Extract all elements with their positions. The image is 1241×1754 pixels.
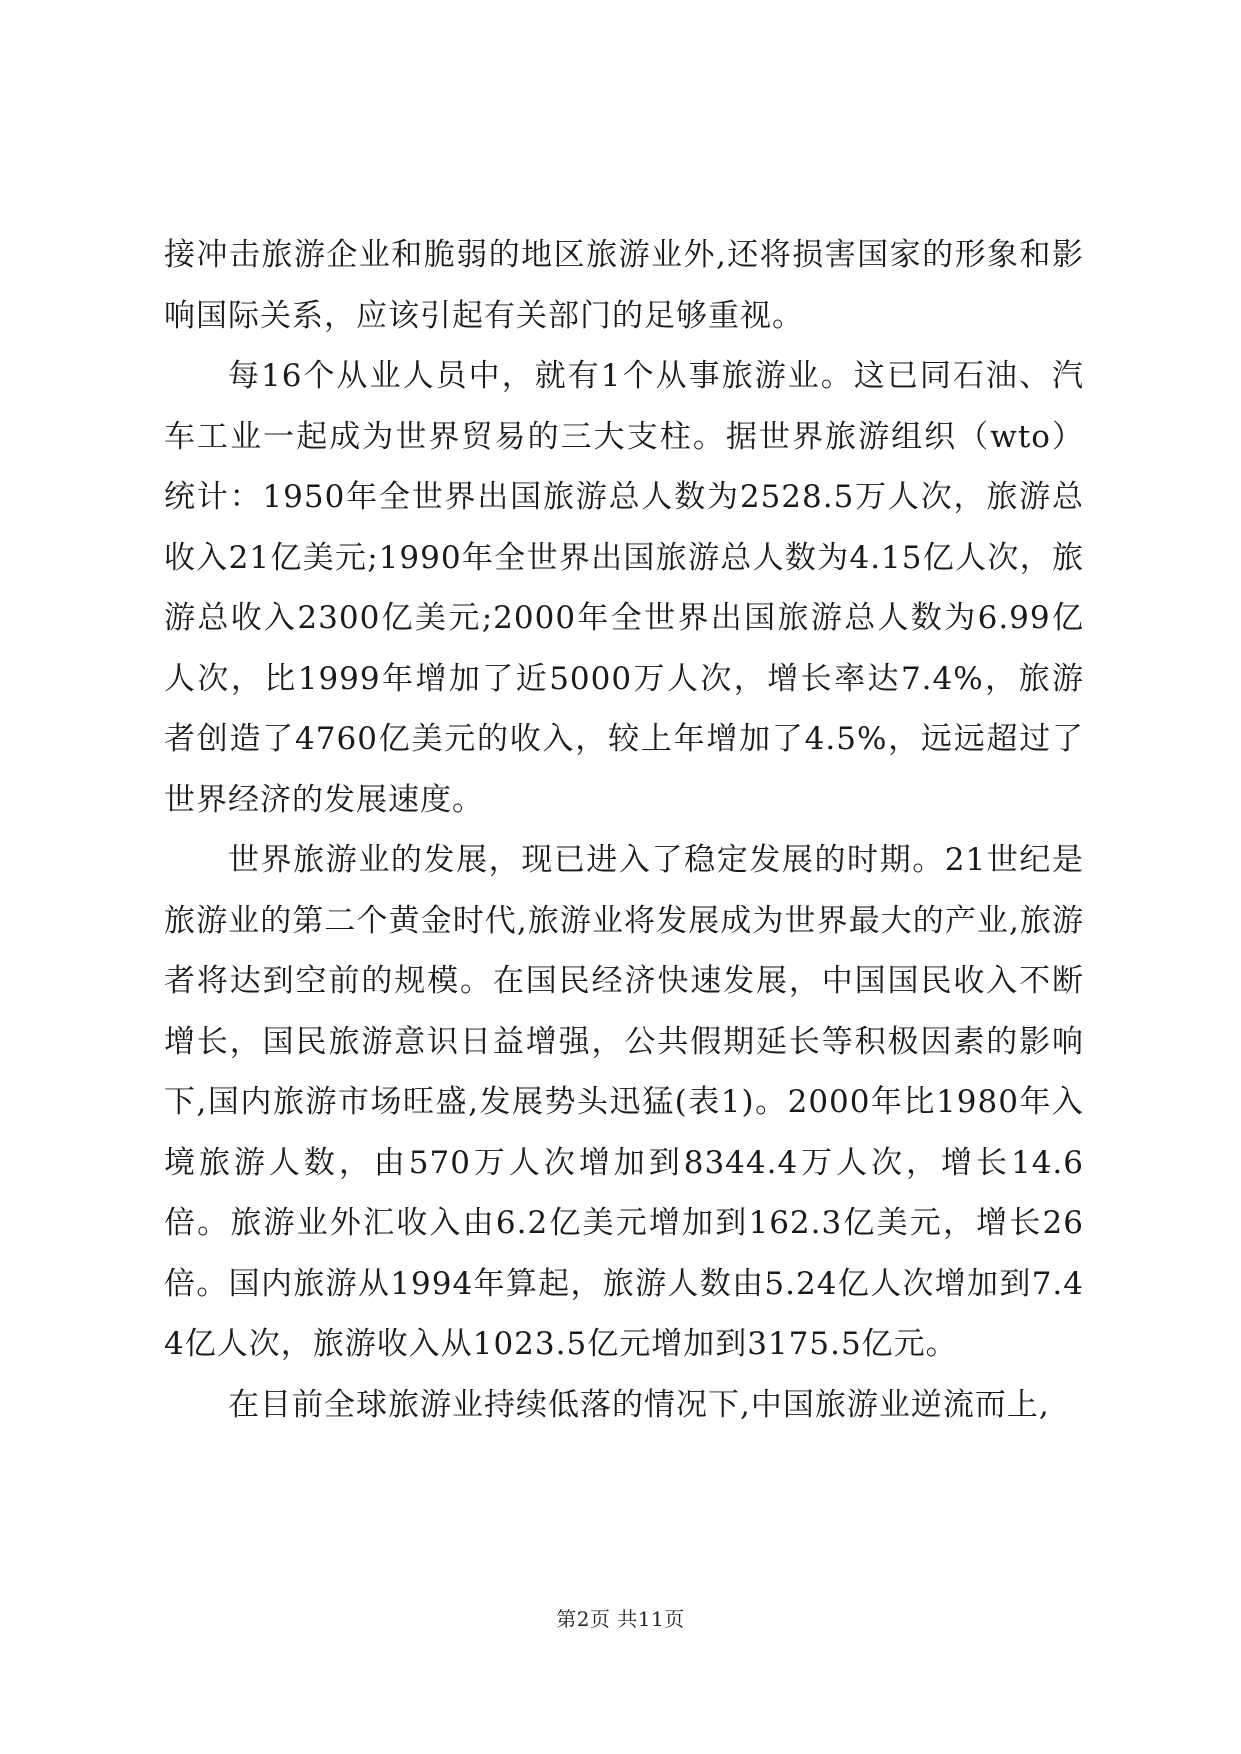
document-body	[164, 225, 1084, 1435]
page-number-footer: 第2页 共11页	[556, 1607, 685, 1631]
paragraph-4: 在目前全球旅游业持续低落的情况下,中国旅游业逆流而上,	[228, 1386, 1050, 1423]
paragraph-1: 接冲击旅游企业和脆弱的地区旅游业外,还将损害国家的形象和影响国际关系，应该引起有关部门的足够重视。	[164, 237, 1084, 334]
paragraph-2: 每16个从业人员中，就有1个从事旅游业。这已同石油、汽车工业一起成为世界贸易的三大支柱。据世界旅游组织（wto）统计：1950年全世界出国旅游总人数为2528.5万人次，旅游总收入21亿美元;1990年全世界出国旅游总人数为4.15亿人次，旅游总收入2300亿美元;2000年全世界出国旅游总人数为6.99亿人次，比1999年增加了近5000万人次，增长率达7.4%，旅游者创造了4760亿美元的收入，较上年增加了4.5%，远远超过了世界经济的发展速度。	[164, 358, 1084, 818]
paragraph-3: 世界旅游业的发展，现已进入了稳定发展的时期。21世纪是旅游业的第二个黄金时代,旅游业将发展成为世界最大的产业,旅游者将达到空前的规模。在国民经济快速发展，中国国民收入不断增长，国民旅游意识日益增强，公共假期延长等积极因素的影响下,国内旅游市场旺盛,发展势头迅猛(表1)。2000年比1980年入境旅游人数，由570万人次增加到8344.4万人次，增长14.6倍。旅游业外汇收入由6.2亿美元增加到162.3亿美元，增长26倍。国内旅游从1994年算起，旅游人数由5.24亿人次增加到7.44亿人次，旅游收入从1023.5亿元增加到3175.5亿元。	[164, 842, 1084, 1362]
